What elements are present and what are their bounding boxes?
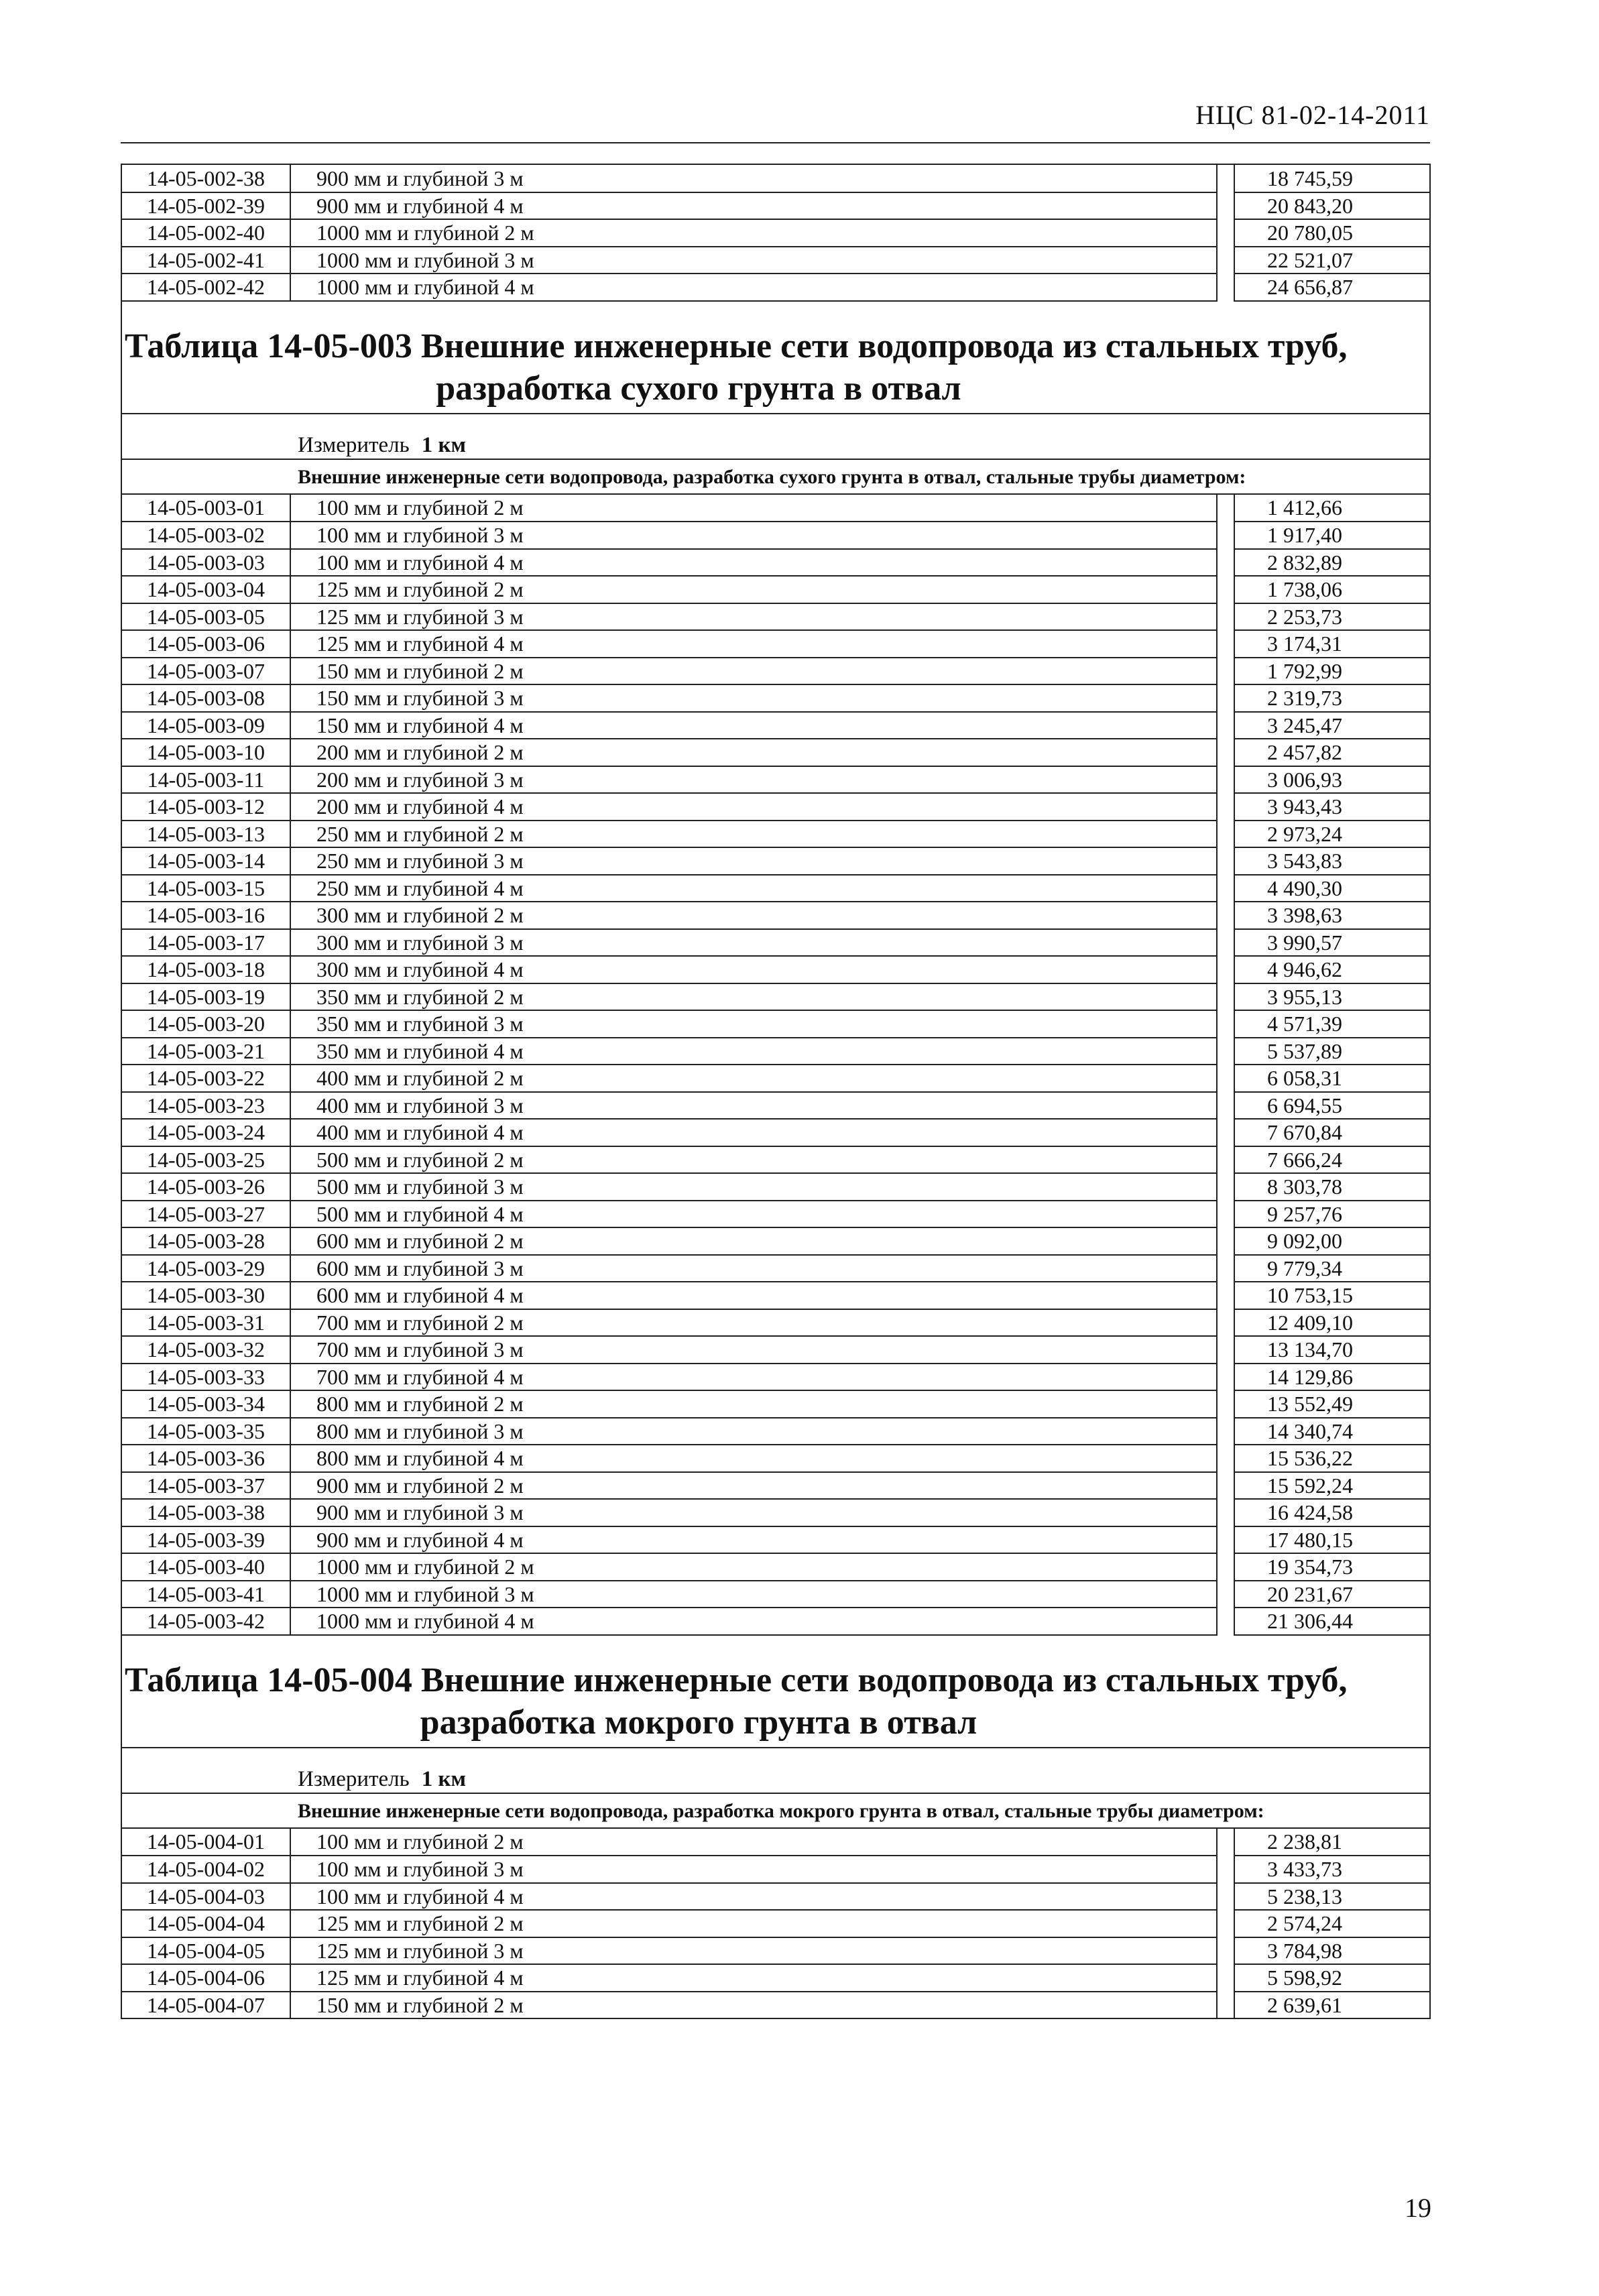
row-spacer [1217,712,1234,739]
row-code: 14-05-003-05 [122,603,290,631]
row-spacer [1217,165,1234,192]
row-spacer [1217,192,1234,220]
row-spacer [1217,1581,1234,1608]
row-code: 14-05-003-34 [122,1390,290,1418]
row-description: 800 мм и глубиной 4 м [290,1445,1217,1472]
measure-value: 1 км [421,1766,466,1791]
row-code: 14-05-004-05 [122,1937,290,1965]
row-description: 100 мм и глубиной 4 м [290,549,1217,577]
row-description: 200 мм и глубиной 2 м [290,739,1217,766]
row-value: 15 592,24 [1234,1472,1429,1500]
row-spacer [1217,1092,1234,1120]
measure-label: Измеритель [298,432,410,457]
row-value: 1 917,40 [1234,522,1429,549]
row-code: 14-05-003-14 [122,847,290,875]
row-description: 400 мм и глубиной 3 м [290,1092,1217,1120]
row-description: 150 мм и глубиной 2 м [290,1992,1217,2019]
row-description: 1000 мм и глубиной 3 м [290,247,1217,274]
row-value: 7 670,84 [1234,1119,1429,1146]
row-description: 1000 мм и глубиной 2 м [290,219,1217,247]
table-row [122,192,1429,220]
table-row [122,165,1429,192]
row-spacer [1217,1364,1234,1391]
row-spacer [1217,1119,1234,1146]
row-code: 14-05-004-02 [122,1856,290,1883]
table-row [122,247,1429,274]
row-code: 14-05-003-23 [122,1092,290,1120]
row-spacer [1217,1992,1234,2019]
row-code: 14-05-003-13 [122,821,290,848]
row-spacer [1217,1526,1234,1554]
section-header: Внешние инженерные сети водопровода, разработка мокрого грунта в отвал, стальные трубы диаметром: [122,1794,1429,1829]
row-spacer [1217,983,1234,1011]
section-header: Внешние инженерные сети водопровода, разработка сухого грунта в отвал, стальные трубы диаметром: [122,460,1429,495]
row-description: 900 мм и глубиной 3 м [290,165,1217,192]
row-value: 24 656,87 [1234,274,1429,301]
row-description: 100 мм и глубиной 2 м [290,1829,1217,1856]
table-title-line2: разработка мокрого грунта в отвал [420,1703,978,1742]
table-row [122,875,1429,902]
row-description: 900 мм и глубиной 4 м [290,192,1217,220]
row-code: 14-05-003-30 [122,1282,290,1309]
row-value: 3 955,13 [1234,983,1429,1011]
row-spacer [1217,1173,1234,1201]
row-description: 125 мм и глубиной 3 м [290,1937,1217,1965]
table-row [122,1173,1429,1201]
row-value: 4 490,30 [1234,875,1429,902]
row-spacer [1217,522,1234,549]
row-code: 14-05-003-19 [122,983,290,1011]
table-row [122,1255,1429,1282]
row-spacer [1217,1883,1234,1911]
row-value: 3 433,73 [1234,1856,1429,1883]
table-14-05-002-tail [122,165,1429,302]
table-row [122,1992,1429,2019]
row-description: 900 мм и глубиной 2 м [290,1472,1217,1500]
table-row [122,1553,1429,1581]
row-value: 17 480,15 [1234,1526,1429,1554]
table-row [122,1092,1429,1120]
row-description: 100 мм и глубиной 3 м [290,1856,1217,1883]
row-spacer [1217,684,1234,712]
row-value: 13 134,70 [1234,1336,1429,1364]
row-code: 14-05-003-31 [122,1309,290,1337]
row-code: 14-05-003-24 [122,1119,290,1146]
row-value: 5 238,13 [1234,1883,1429,1911]
row-value: 14 340,74 [1234,1418,1429,1445]
row-code: 14-05-003-07 [122,658,290,685]
row-description: 150 мм и глубиной 2 м [290,658,1217,685]
row-value: 22 521,07 [1234,247,1429,274]
table-title-line2: разработка сухого грунта в отвал [436,369,961,408]
row-value: 3 398,63 [1234,902,1429,929]
row-description: 600 мм и глубиной 2 м [290,1227,1217,1255]
table-row [122,1883,1429,1911]
row-code: 14-05-003-28 [122,1227,290,1255]
row-description: 100 мм и глубиной 4 м [290,1883,1217,1911]
header-rule [121,142,1430,143]
row-value: 2 973,24 [1234,821,1429,848]
row-code: 14-05-003-32 [122,1336,290,1364]
row-spacer [1217,1910,1234,1937]
row-spacer [1217,630,1234,658]
table-row [122,549,1429,577]
row-code: 14-05-003-37 [122,1472,290,1500]
table-row [122,1201,1429,1228]
table-row [122,274,1429,301]
row-spacer [1217,1937,1234,1965]
row-description: 1000 мм и глубиной 4 м [290,274,1217,301]
row-description: 350 мм и глубиной 2 м [290,983,1217,1011]
table-row [122,1445,1429,1472]
row-spacer [1217,1472,1234,1500]
table-row [122,902,1429,929]
row-code: 14-05-003-02 [122,522,290,549]
row-value: 20 780,05 [1234,219,1429,247]
table-row [122,1499,1429,1526]
row-description: 300 мм и глубиной 4 м [290,956,1217,983]
page-number: 19 [1405,2193,1431,2223]
row-spacer [1217,1964,1234,1992]
row-description: 125 мм и глубиной 2 м [290,1910,1217,1937]
row-value: 12 409,10 [1234,1309,1429,1337]
row-spacer [1217,1201,1234,1228]
table-row [122,1856,1429,1883]
table-row [122,684,1429,712]
row-value: 5 598,92 [1234,1964,1429,1992]
row-code: 14-05-002-39 [122,192,290,220]
row-description: 700 мм и глубиной 4 м [290,1364,1217,1391]
row-spacer [1217,576,1234,603]
row-spacer [1217,902,1234,929]
row-spacer [1217,1418,1234,1445]
document-code: НЦС 81-02-14-2011 [1195,100,1430,130]
table-row [122,1336,1429,1364]
row-code: 14-05-004-01 [122,1829,290,1856]
row-value: 1 738,06 [1234,576,1429,603]
row-spacer [1217,1309,1234,1337]
row-description: 400 мм и глубиной 2 м [290,1065,1217,1092]
row-spacer [1217,495,1234,522]
row-value: 16 424,58 [1234,1499,1429,1526]
row-spacer [1217,1227,1234,1255]
row-spacer [1217,739,1234,766]
row-spacer [1217,549,1234,577]
row-description: 150 мм и глубиной 3 м [290,684,1217,712]
row-description: 800 мм и глубиной 3 м [290,1418,1217,1445]
table-row [122,1390,1429,1418]
table-row [122,630,1429,658]
row-spacer [1217,875,1234,902]
row-value: 6 694,55 [1234,1092,1429,1120]
row-description: 250 мм и глубиной 2 м [290,821,1217,848]
row-value: 14 129,86 [1234,1364,1429,1391]
table-row [122,603,1429,631]
row-code: 14-05-003-04 [122,576,290,603]
row-value: 8 303,78 [1234,1173,1429,1201]
row-value: 2 457,82 [1234,739,1429,766]
row-value: 3 006,93 [1234,766,1429,794]
row-value: 1 412,66 [1234,495,1429,522]
row-code: 14-05-003-10 [122,739,290,766]
row-spacer [1217,1282,1234,1309]
table-14-05-003 [122,495,1429,1636]
row-value: 2 639,61 [1234,1992,1429,2019]
row-spacer [1217,1390,1234,1418]
table-row [122,793,1429,821]
row-value: 1 792,99 [1234,658,1429,685]
row-spacer [1217,766,1234,794]
row-value: 2 319,73 [1234,684,1429,712]
row-description: 125 мм и глубиной 4 м [290,630,1217,658]
row-description: 250 мм и глубиной 4 м [290,875,1217,902]
row-code: 14-05-003-41 [122,1581,290,1608]
row-code: 14-05-003-35 [122,1418,290,1445]
table-row [122,1119,1429,1146]
row-spacer [1217,1010,1234,1038]
table-row [122,495,1429,522]
row-value: 4 571,39 [1234,1010,1429,1038]
row-description: 700 мм и глубиной 2 м [290,1309,1217,1337]
row-code: 14-05-003-25 [122,1146,290,1174]
table-row [122,1227,1429,1255]
table-row [122,1937,1429,1965]
row-code: 14-05-003-16 [122,902,290,929]
table-row [122,658,1429,685]
table-row [122,1472,1429,1500]
row-code: 14-05-003-39 [122,1526,290,1554]
row-description: 100 мм и глубиной 3 м [290,522,1217,549]
row-description: 500 мм и глубиной 4 м [290,1201,1217,1228]
row-spacer [1217,1499,1234,1526]
row-spacer [1217,1255,1234,1282]
row-description: 900 мм и глубиной 3 м [290,1499,1217,1526]
row-spacer [1217,1065,1234,1092]
row-description: 125 мм и глубиной 2 м [290,576,1217,603]
row-spacer [1217,603,1234,631]
row-code: 14-05-004-03 [122,1883,290,1911]
table-14-05-004-title [122,1636,1429,1748]
table-row [122,1364,1429,1391]
table-title-line1: Таблица 14-05-003 Внешние инженерные сети водопровода из стальных труб, [125,326,1348,365]
row-spacer [1217,1856,1234,1883]
row-description: 700 мм и глубиной 3 м [290,1336,1217,1364]
row-value: 10 753,15 [1234,1282,1429,1309]
table-row [122,821,1429,848]
table-title-line1: Таблица 14-05-004 Внешние инженерные сети водопровода из стальных труб, [125,1660,1348,1699]
row-description: 900 мм и глубиной 4 м [290,1526,1217,1554]
row-code: 14-05-003-06 [122,630,290,658]
table-row [122,1065,1429,1092]
row-spacer [1217,247,1234,274]
row-description: 350 мм и глубиной 4 м [290,1038,1217,1065]
row-value: 2 238,81 [1234,1829,1429,1856]
table-row [122,1418,1429,1445]
row-value: 2 253,73 [1234,603,1429,631]
row-spacer [1217,1146,1234,1174]
table-row [122,983,1429,1011]
row-code: 14-05-003-11 [122,766,290,794]
row-description: 600 мм и глубиной 3 м [290,1255,1217,1282]
row-description: 1000 мм и глубиной 2 м [290,1553,1217,1581]
row-value: 13 552,49 [1234,1390,1429,1418]
row-code: 14-05-003-36 [122,1445,290,1472]
row-description: 150 мм и глубиной 4 м [290,712,1217,739]
row-value: 9 257,76 [1234,1201,1429,1228]
row-code: 14-05-003-38 [122,1499,290,1526]
table-row [122,1526,1429,1554]
row-description: 125 мм и глубиной 3 м [290,603,1217,631]
table-row [122,1910,1429,1937]
row-value: 7 666,24 [1234,1146,1429,1174]
document-frame [121,164,1431,2019]
row-spacer [1217,1445,1234,1472]
row-code: 14-05-003-15 [122,875,290,902]
table-row [122,956,1429,983]
row-value: 3 543,83 [1234,847,1429,875]
row-spacer [1217,1553,1234,1581]
row-code: 14-05-002-41 [122,247,290,274]
row-description: 125 мм и глубиной 4 м [290,1964,1217,1992]
row-spacer [1217,274,1234,301]
row-description: 400 мм и глубиной 4 м [290,1119,1217,1146]
row-code: 14-05-003-40 [122,1553,290,1581]
row-value: 5 537,89 [1234,1038,1429,1065]
row-description: 600 мм и глубиной 4 м [290,1282,1217,1309]
table-row [122,739,1429,766]
row-code: 14-05-003-03 [122,549,290,577]
row-description: 200 мм и глубиной 4 м [290,793,1217,821]
row-spacer [1217,658,1234,685]
row-spacer [1217,1829,1234,1856]
row-value: 2 832,89 [1234,549,1429,577]
row-code: 14-05-004-07 [122,1992,290,2019]
row-value: 3 245,47 [1234,712,1429,739]
row-value: 9 779,34 [1234,1255,1429,1282]
row-description: 200 мм и глубиной 3 м [290,766,1217,794]
row-spacer [1217,793,1234,821]
table-row [122,712,1429,739]
table-row [122,766,1429,794]
row-code: 14-05-003-29 [122,1255,290,1282]
table-row [122,1282,1429,1309]
row-value: 15 536,22 [1234,1445,1429,1472]
table-row [122,1608,1429,1635]
row-spacer [1217,1608,1234,1635]
row-code: 14-05-003-21 [122,1038,290,1065]
row-spacer [1217,821,1234,848]
row-description: 350 мм и глубиной 3 м [290,1010,1217,1038]
table-row [122,1010,1429,1038]
row-code: 14-05-002-38 [122,165,290,192]
row-value: 19 354,73 [1234,1553,1429,1581]
measure-unit [298,414,1429,459]
table-row [122,1829,1429,1856]
row-code: 14-05-002-40 [122,219,290,247]
row-value: 21 306,44 [1234,1608,1429,1635]
row-description: 300 мм и глубиной 3 м [290,929,1217,957]
row-description: 250 мм и глубиной 3 м [290,847,1217,875]
row-description: 500 мм и глубиной 2 м [290,1146,1217,1174]
table-row [122,522,1429,549]
row-description: 500 мм и глубиной 3 м [290,1173,1217,1201]
row-description: 100 мм и глубиной 2 м [290,495,1217,522]
table-row [122,1309,1429,1337]
table-row [122,219,1429,247]
row-code: 14-05-004-06 [122,1964,290,1992]
row-value: 3 174,31 [1234,630,1429,658]
row-code: 14-05-003-26 [122,1173,290,1201]
table-row [122,1581,1429,1608]
table-row [122,1964,1429,1992]
measure-value: 1 км [421,432,466,457]
row-spacer [1217,929,1234,957]
row-value: 3 943,43 [1234,793,1429,821]
table-row [122,847,1429,875]
row-code: 14-05-003-12 [122,793,290,821]
row-description: 300 мм и глубиной 2 м [290,902,1217,929]
table-row [122,576,1429,603]
row-spacer [1217,956,1234,983]
row-value: 20 231,67 [1234,1581,1429,1608]
row-description: 1000 мм и глубиной 3 м [290,1581,1217,1608]
table-row [122,929,1429,957]
row-value: 20 843,20 [1234,192,1429,220]
row-value: 6 058,31 [1234,1065,1429,1092]
row-value: 2 574,24 [1234,1910,1429,1937]
row-spacer [1217,219,1234,247]
table-14-05-004 [122,1829,1429,2020]
row-code: 14-05-003-17 [122,929,290,957]
row-value: 4 946,62 [1234,956,1429,983]
row-code: 14-05-003-09 [122,712,290,739]
row-code: 14-05-002-42 [122,274,290,301]
row-value: 18 745,59 [1234,165,1429,192]
row-code: 14-05-003-18 [122,956,290,983]
row-code: 14-05-003-27 [122,1201,290,1228]
measure-label: Измеритель [298,1766,410,1791]
table-row [122,1146,1429,1174]
row-spacer [1217,1038,1234,1065]
row-value: 3 784,98 [1234,1937,1429,1965]
row-code: 14-05-003-20 [122,1010,290,1038]
row-code: 14-05-003-42 [122,1608,290,1635]
row-code: 14-05-003-01 [122,495,290,522]
row-code: 14-05-004-04 [122,1910,290,1937]
measure-unit [298,1748,1429,1793]
row-value: 3 990,57 [1234,929,1429,957]
row-code: 14-05-003-08 [122,684,290,712]
row-description: 1000 мм и глубиной 4 м [290,1608,1217,1635]
row-spacer [1217,1336,1234,1364]
row-code: 14-05-003-33 [122,1364,290,1391]
table-14-05-003-title [122,302,1429,414]
row-spacer [1217,847,1234,875]
row-code: 14-05-003-22 [122,1065,290,1092]
row-value: 9 092,00 [1234,1227,1429,1255]
row-description: 800 мм и глубиной 2 м [290,1390,1217,1418]
table-row [122,1038,1429,1065]
